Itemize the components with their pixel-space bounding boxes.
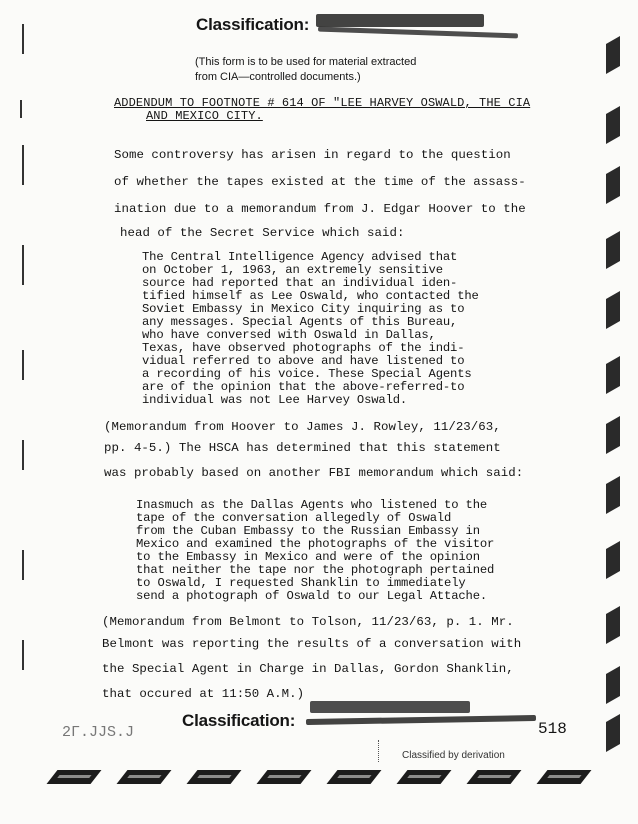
quote-2-line-4: Mexico and examined the photographs of the visitor	[136, 537, 495, 551]
paragraph-3-line-3: the Special Agent in Charge in Dallas, Gordon Shanklin,	[102, 662, 514, 676]
quote-2-line-3: from the Cuban Embassy to the Russian Embassy in	[136, 524, 480, 538]
right-border-tab	[606, 166, 620, 204]
quote-1-line-12: individual was not Lee Harvey Oswald.	[142, 393, 408, 407]
bottom-border-stripe	[537, 770, 592, 784]
left-margin-mark	[22, 640, 24, 670]
paragraph-3-line-2: Belmont was reporting the results of a conversation with	[102, 637, 522, 651]
bottom-border-stripe	[117, 770, 172, 784]
quote-2-line-6: that neither the tape nor the photograph pertained	[136, 563, 495, 577]
quote-1-line-6: any messages. Special Agents of this Bureau,	[142, 315, 458, 329]
paragraph-1-line-3: ination due to a memorandum from J. Edgar Hoover to the	[114, 202, 526, 216]
right-border-tab	[606, 36, 620, 74]
bottom-border-stripe	[467, 770, 522, 784]
bottom-border-stripe	[327, 770, 382, 784]
bottom-border-stripe	[257, 770, 312, 784]
left-margin-mark	[22, 24, 24, 54]
quote-2-line-7: to Oswald, I requested Shanklin to immediately	[136, 576, 466, 590]
left-margin-mark	[20, 100, 22, 118]
paragraph-2-line-2: pp. 4-5.) The HSCA has determined that this statement	[104, 441, 501, 455]
footer-dotted-divider	[378, 740, 379, 762]
footer-derivation-note: Classified by derivation	[402, 750, 505, 761]
right-border-tab	[606, 106, 620, 144]
quote-1-line-10: a recording of his voice. These Special Agents	[142, 367, 472, 381]
right-border-tab	[606, 666, 620, 704]
footer-redaction-underline	[306, 715, 536, 725]
quote-1-line-11: are of the opinion that the above-referred-to	[142, 380, 465, 394]
right-border-tab	[606, 476, 620, 514]
left-margin-mark	[22, 245, 24, 285]
right-border-tab	[606, 356, 620, 394]
quote-2-line-8: send a photograph of Oswald to our Legal Attache.	[136, 589, 488, 603]
right-border-tab	[606, 416, 620, 454]
quote-1-line-5: Soviet Embassy in Mexico City inquiring as to	[142, 302, 465, 316]
paragraph-3-line-4: that occured at 11:50 A.M.)	[102, 687, 305, 701]
footer-left-stamp: 2Г.JJS.J	[62, 724, 135, 741]
right-border-tab	[606, 714, 620, 752]
quote-2-line-5: to the Embassy in Mexico and were of the opinion	[136, 550, 480, 564]
quote-1-line-7: who have conversed with Oswald in Dallas,	[142, 328, 436, 342]
bottom-border-stripe	[187, 770, 242, 784]
right-border-tab	[606, 291, 620, 329]
left-margin-mark	[22, 550, 24, 580]
paragraph-1-line-4: head of the Secret Service which said:	[120, 226, 405, 240]
bottom-border-stripe	[47, 770, 102, 784]
paragraph-1-line-1: Some controversy has arisen in regard to the question	[114, 148, 511, 162]
quote-2-line-1: Inasmuch as the Dallas Agents who listened to the	[136, 498, 488, 512]
quote-1-line-3: source had reported that an individual iden-	[142, 276, 458, 290]
quote-1-line-4: tified himself as Lee Oswald, who contacted the	[142, 289, 479, 303]
right-border-tab	[606, 541, 620, 579]
addendum-title-line-2: AND MEXICO CITY.	[146, 109, 263, 123]
paragraph-1-line-2: of whether the tapes existed at the time of the assass-	[114, 175, 526, 189]
header-instruction-line-1: (This form is to be used for material extracted	[195, 56, 417, 68]
bottom-border-stripe	[397, 770, 452, 784]
left-margin-mark	[22, 145, 24, 185]
addendum-title-line-1: ADDENDUM TO FOOTNOTE # 614 OF "LEE HARVEY OSWALD, THE CIA	[114, 96, 531, 110]
quote-1-line-2: on October 1, 1963, an extremely sensitive	[142, 263, 443, 277]
footer-redaction-mark	[310, 701, 470, 713]
header-classification-label: Classification:	[196, 15, 310, 34]
header-redaction-mark	[316, 14, 484, 27]
quote-2-line-2: tape of the conversation allegedly of Oswald	[136, 511, 452, 525]
header-redaction-underline	[318, 27, 518, 39]
paragraph-3-line-1: (Memorandum from Belmont to Tolson, 11/23/63, p. 1. Mr.	[102, 615, 514, 629]
paragraph-2-line-1: (Memorandum from Hoover to James J. Rowley, 11/23/63,	[104, 420, 501, 434]
right-border-tab	[606, 231, 620, 269]
left-margin-mark	[22, 350, 24, 380]
left-margin-mark	[22, 440, 24, 470]
quote-1-line-1: The Central Intelligence Agency advised that	[142, 250, 458, 264]
right-border-tab	[606, 606, 620, 644]
quote-1-line-8: Texas, have observed photographs of the indi-	[142, 341, 465, 355]
footer-classification-label: Classification:	[182, 711, 296, 730]
quote-1-line-9: vidual referred to above and have listened to	[142, 354, 465, 368]
header-instruction-line-2: from CIA—controlled documents.)	[195, 71, 361, 83]
footer-page-number: 518	[538, 720, 567, 738]
paragraph-2-line-3: was probably based on another FBI memorandum which said:	[104, 466, 524, 480]
